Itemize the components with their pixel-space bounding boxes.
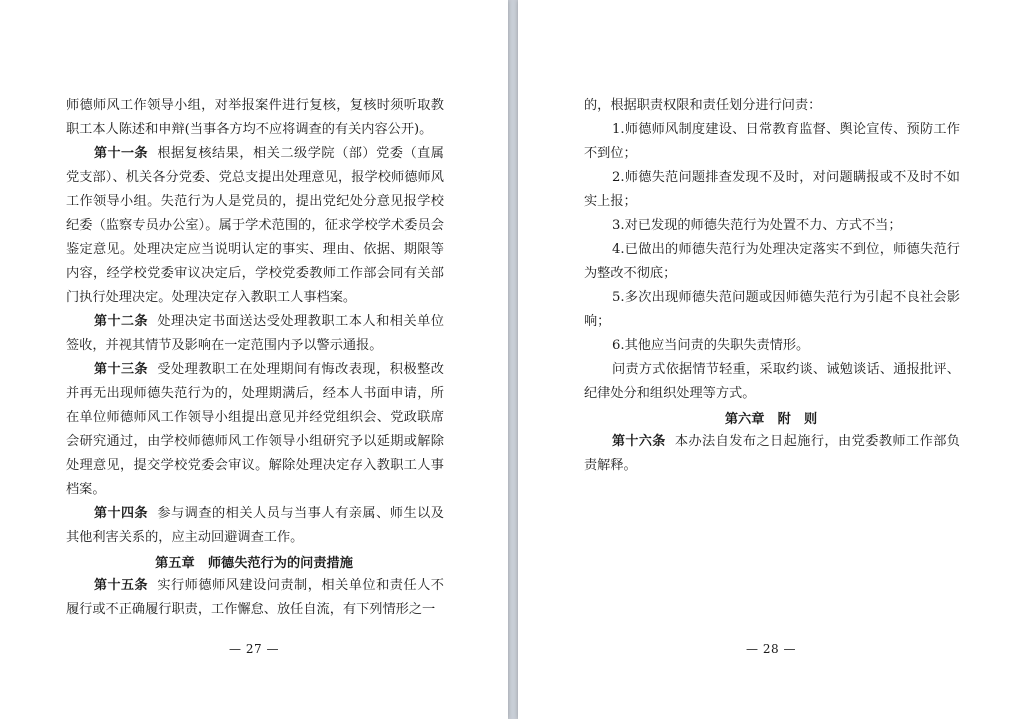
page-number: — 28 — — [746, 642, 796, 656]
article-13-text: 受处理教职工在处理期间有悔改表现，积极整改并再无出现师德失范行为的，处理期满后，经本人书面申请，所在单位师德师风工作领导小组提出意见并经党组织会、党政联席会研究通过，由学校师德师风工作领导小组研究予以延期或解除处理意见，提交学校党委会审议。解除处理决定存入教职工人事档案。 — [66, 362, 444, 497]
list-item-1: 1.师德师风制度建设、日常教育监督、舆论宣传、预防工作不到位； — [584, 122, 960, 161]
article-11 — [66, 142, 444, 310]
article-13 — [66, 358, 444, 502]
article-15 — [66, 574, 444, 622]
chapter-6-heading: 第六章 附 则 — [724, 412, 818, 427]
article-12-title: 第十二条 — [94, 314, 148, 329]
article-14 — [66, 502, 444, 550]
article-12-text: 处理决定书面送达受处理教职工本人和相关单位签收，并视其情节及影响在一定范围内予以警示通报。 — [66, 314, 444, 353]
document-page-28 — [518, 0, 1024, 719]
list-item-6: 6.其他应当问责的失职失责情形。 — [612, 338, 810, 353]
accountability-methods: 问责方式依据情节轻重，采取约谈、诫勉谈话、通报批评、纪律处分和组织处理等方式。 — [584, 362, 960, 401]
list-item-2: 2.师德失范问题排查发现不及时，对问题瞒报或不及时不如实上报； — [584, 170, 960, 209]
article-13-title: 第十三条 — [94, 362, 148, 377]
article-15-title: 第十五条 — [94, 578, 148, 593]
chapter-5-heading: 第五章 师德失范行为的问责措施 — [155, 556, 353, 571]
article-14-title: 第十四条 — [94, 506, 148, 521]
article-14-text: 参与调查的相关人员与当事人有亲属、师生以及其他利害关系的，应主动回避调查工作。 — [66, 506, 444, 545]
list-item-4: 4.已做出的师德失范行为处理决定落实不到位，师德失范行为整改不彻底； — [584, 242, 960, 281]
article-16-text: 本办法自发布之日起施行，由党委教师工作部负责解释。 — [584, 434, 960, 473]
article-12 — [66, 310, 444, 358]
list-item-5: 5.多次出现师德失范问题或因师德失范行为引起不良社会影响； — [584, 290, 960, 329]
document-page-27 — [0, 0, 508, 719]
article-16-title: 第十六条 — [612, 434, 666, 449]
article-16 — [584, 430, 960, 478]
article-15-text: 实行师德师风建设问责制，相关单位和责任人不履行或不正确履行职责，工作懈怠、放任自流，有下列情形之一 — [66, 578, 444, 617]
article-11-title: 第十一条 — [94, 146, 148, 161]
article-11-text: 根据复核结果，相关二级学院（部）党委（直属党支部）、机关各分党委、党总支提出处理意见，报学校师德师风工作领导小组。失范行为人是党员的，提出党纪处分意见报学校纪委（监察专员办公室）。属于学术范围的，征求学校学术委员会鉴定意见。处理决定应当说明认定的事实、理由、依据、期限等内容，经学校党委审议决定后，学校党委教师工作部会同有关部门执行处理决定。处理决定存入教职工人事档案。 — [66, 146, 444, 305]
paragraph-continuation: 的，根据职责权限和责任划分进行问责： — [584, 98, 822, 113]
paragraph-continuation: 师德师风工作领导小组，对举报案件进行复核，复核时须听取教职工本人陈述和申辩(当事各方均不应将调查的有关内容公开)。 — [66, 98, 444, 137]
list-item-3: 3.对已发现的师德失范行为处置不力、方式不当； — [612, 218, 902, 233]
page-number: — 27 — — [229, 642, 279, 656]
